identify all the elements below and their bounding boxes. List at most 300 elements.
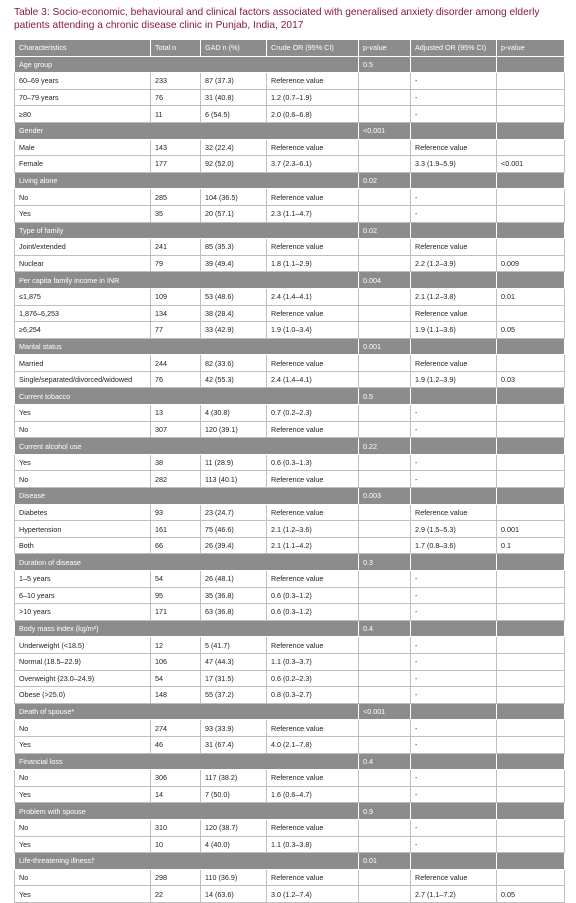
cell-adjusted-or: - [411, 106, 497, 123]
cell-crude-p [359, 205, 411, 222]
cell-adjusted-or: - [411, 454, 497, 471]
section-title: Duration of disease [15, 554, 151, 571]
cell-adjusted-or: - [411, 405, 497, 422]
table-row [15, 886, 565, 903]
cell-gad-n: 4 (30.8) [201, 405, 267, 422]
section-title: Disease [15, 488, 151, 505]
cell-gad-n: 38 (28.4) [201, 305, 267, 322]
cell-adjusted-or: - [411, 819, 497, 836]
cell-crude-p [359, 89, 411, 106]
cell-crude-or: 2.0 (0.6–6.8) [267, 106, 359, 123]
cell-adjusted-or: - [411, 89, 497, 106]
cell-total-n: 177 [151, 156, 201, 173]
table-row [15, 305, 565, 322]
section-spacer [411, 122, 497, 139]
cell-adjusted-p: 0.05 [497, 886, 565, 903]
section-spacer [201, 620, 267, 637]
cell-adjusted-or: - [411, 653, 497, 670]
cell-adjusted-p: 0.1 [497, 537, 565, 554]
section-spacer [151, 853, 201, 870]
cell-gad-n: 4 (40.0) [201, 836, 267, 853]
cell-crude-p [359, 239, 411, 256]
cell-characteristic: Yes [15, 454, 151, 471]
section-spacer [267, 222, 359, 239]
section-header-row [15, 488, 565, 505]
section-p-value: 0.4 [359, 620, 411, 637]
cell-total-n: 76 [151, 371, 201, 388]
section-spacer [411, 172, 497, 189]
section-title: Age group [15, 56, 151, 73]
section-spacer [497, 122, 565, 139]
cell-characteristic: Yes [15, 886, 151, 903]
cell-characteristic: Underweight (<18.5) [15, 637, 151, 654]
cell-crude-or: Reference value [267, 637, 359, 654]
section-spacer [201, 753, 267, 770]
header-adjusted-or: Adjusted OR (95% CI) [411, 40, 497, 57]
cell-gad-n: 5 (41.7) [201, 637, 267, 654]
cell-crude-or: Reference value [267, 139, 359, 156]
cell-gad-n: 104 (36.5) [201, 189, 267, 206]
section-header-row [15, 172, 565, 189]
section-header-row [15, 438, 565, 455]
cell-characteristic: No [15, 720, 151, 737]
section-spacer [267, 122, 359, 139]
cell-adjusted-or: - [411, 720, 497, 737]
section-spacer [151, 488, 201, 505]
section-spacer [267, 338, 359, 355]
table-row [15, 537, 565, 554]
cell-characteristic: No [15, 869, 151, 886]
cell-gad-n: 82 (33.6) [201, 355, 267, 372]
section-spacer [201, 222, 267, 239]
cell-adjusted-or: 1.7 (0.8–3.6) [411, 537, 497, 554]
cell-gad-n: 17 (31.5) [201, 670, 267, 687]
section-spacer [151, 703, 201, 720]
cell-characteristic: ≥80 [15, 106, 151, 123]
cell-total-n: 274 [151, 720, 201, 737]
section-title: Type of family [15, 222, 151, 239]
section-spacer [201, 388, 267, 405]
cell-adjusted-or: 3.3 (1.9–5.9) [411, 156, 497, 173]
header-p-value: p-value [359, 40, 411, 57]
section-title: Per capita family income in INR [15, 272, 151, 289]
table-row [15, 687, 565, 704]
cell-total-n: 13 [151, 405, 201, 422]
table-row [15, 770, 565, 787]
cell-adjusted-or: - [411, 736, 497, 753]
cell-characteristic: Married [15, 355, 151, 372]
table-row [15, 355, 565, 372]
section-p-value: 0.003 [359, 488, 411, 505]
section-header-row [15, 853, 565, 870]
cell-total-n: 35 [151, 205, 201, 222]
cell-crude-p [359, 106, 411, 123]
table-row [15, 288, 565, 305]
section-spacer [267, 554, 359, 571]
section-spacer [411, 753, 497, 770]
cell-crude-or: Reference value [267, 305, 359, 322]
cell-characteristic: No [15, 770, 151, 787]
section-spacer [201, 56, 267, 73]
section-title: Body mass index (kg/m²) [15, 620, 151, 637]
cell-gad-n: 110 (36.9) [201, 869, 267, 886]
cell-adjusted-p [497, 504, 565, 521]
section-spacer [151, 56, 201, 73]
cell-adjusted-or: Reference value [411, 239, 497, 256]
cell-gad-n: 92 (52.0) [201, 156, 267, 173]
cell-characteristic: No [15, 421, 151, 438]
cell-characteristic: 1,876–6,253 [15, 305, 151, 322]
table-row [15, 504, 565, 521]
section-header-row [15, 803, 565, 820]
cell-characteristic: >10 years [15, 604, 151, 621]
section-spacer [267, 620, 359, 637]
cell-gad-n: 63 (36.8) [201, 604, 267, 621]
section-title: Living alone [15, 172, 151, 189]
section-p-value: 0.9 [359, 803, 411, 820]
section-header-row [15, 753, 565, 770]
cell-total-n: 143 [151, 139, 201, 156]
cell-gad-n: 26 (48.1) [201, 571, 267, 588]
section-spacer [201, 554, 267, 571]
cell-total-n: 22 [151, 886, 201, 903]
section-header-row [15, 554, 565, 571]
section-spacer [497, 172, 565, 189]
table-row [15, 653, 565, 670]
cell-crude-or: 0.8 (0.3–2.7) [267, 687, 359, 704]
cell-crude-p [359, 139, 411, 156]
cell-crude-or: Reference value [267, 189, 359, 206]
cell-characteristic: 70–79 years [15, 89, 151, 106]
table-row [15, 189, 565, 206]
section-spacer [151, 172, 201, 189]
table-row [15, 106, 565, 123]
section-spacer [201, 338, 267, 355]
section-spacer [201, 172, 267, 189]
cell-total-n: 285 [151, 189, 201, 206]
cell-crude-p [359, 504, 411, 521]
cell-crude-or: Reference value [267, 355, 359, 372]
cell-crude-or: Reference value [267, 819, 359, 836]
cell-adjusted-p [497, 239, 565, 256]
section-spacer [267, 56, 359, 73]
cell-adjusted-p [497, 770, 565, 787]
cell-total-n: 54 [151, 571, 201, 588]
cell-adjusted-p: 0.03 [497, 371, 565, 388]
cell-adjusted-or: 2.9 (1.5–5.3) [411, 521, 497, 538]
cell-adjusted-p: 0.009 [497, 255, 565, 272]
cell-crude-or: Reference value [267, 770, 359, 787]
cell-adjusted-or: - [411, 587, 497, 604]
cell-gad-n: 113 (40.1) [201, 471, 267, 488]
cell-crude-or: Reference value [267, 239, 359, 256]
cell-crude-or: 2.4 (1.4–4.1) [267, 288, 359, 305]
cell-adjusted-or: Reference value [411, 139, 497, 156]
cell-total-n: 282 [151, 471, 201, 488]
cell-gad-n: 55 (37.2) [201, 687, 267, 704]
table-row [15, 521, 565, 538]
cell-crude-p [359, 322, 411, 339]
cell-characteristic: Hypertension [15, 521, 151, 538]
cell-adjusted-or: - [411, 205, 497, 222]
cell-adjusted-p [497, 355, 565, 372]
header-adjusted-p-value: p-value [497, 40, 565, 57]
table-row [15, 421, 565, 438]
cell-crude-or: Reference value [267, 73, 359, 90]
cell-adjusted-or: Reference value [411, 305, 497, 322]
section-spacer [151, 222, 201, 239]
table-row [15, 736, 565, 753]
section-spacer [201, 488, 267, 505]
cell-crude-p [359, 305, 411, 322]
cell-total-n: 14 [151, 786, 201, 803]
section-spacer [267, 853, 359, 870]
section-spacer [151, 122, 201, 139]
cell-adjusted-p [497, 205, 565, 222]
cell-total-n: 233 [151, 73, 201, 90]
cell-crude-or: 2.1 (1.2–3.6) [267, 521, 359, 538]
table-row [15, 255, 565, 272]
cell-characteristic: Joint/extended [15, 239, 151, 256]
cell-crude-p [359, 421, 411, 438]
cell-total-n: 148 [151, 687, 201, 704]
cell-crude-or: 1.8 (1.1–2.9) [267, 255, 359, 272]
section-spacer [411, 853, 497, 870]
cell-adjusted-p [497, 604, 565, 621]
cell-characteristic: No [15, 471, 151, 488]
cell-gad-n: 85 (35.3) [201, 239, 267, 256]
table-row [15, 89, 565, 106]
cell-characteristic: Single/separated/divorced/widowed [15, 371, 151, 388]
table-row [15, 836, 565, 853]
section-spacer [201, 703, 267, 720]
section-spacer [497, 803, 565, 820]
cell-gad-n: 6 (54.5) [201, 106, 267, 123]
section-spacer [411, 703, 497, 720]
table-row [15, 73, 565, 90]
section-spacer [497, 488, 565, 505]
section-p-value: 0.5 [359, 56, 411, 73]
table-row [15, 869, 565, 886]
table-row [15, 239, 565, 256]
table-row [15, 405, 565, 422]
section-p-value: 0.004 [359, 272, 411, 289]
cell-total-n: 46 [151, 736, 201, 753]
cell-characteristic: Obese (>25.0) [15, 687, 151, 704]
section-spacer [411, 620, 497, 637]
table-row [15, 371, 565, 388]
cell-crude-p [359, 720, 411, 737]
cell-gad-n: 20 (57.1) [201, 205, 267, 222]
table-caption: Table 3: Socio-economic, behavioural and clinical factors associated with generalised anxiety disorder among elderly patients attending a chronic disease clinic in Punjab, India, 2017 [14, 7, 540, 31]
cell-gad-n: 120 (39.1) [201, 421, 267, 438]
cell-characteristic: 6–10 years [15, 587, 151, 604]
cell-adjusted-p [497, 869, 565, 886]
cell-crude-p [359, 736, 411, 753]
cell-crude-p [359, 886, 411, 903]
cell-crude-or: 1.2 (0.7–1.9) [267, 89, 359, 106]
cell-total-n: 10 [151, 836, 201, 853]
cell-characteristic: Yes [15, 836, 151, 853]
cell-gad-n: 23 (24.7) [201, 504, 267, 521]
cell-crude-p [359, 371, 411, 388]
section-p-value: <0.001 [359, 703, 411, 720]
section-title: Current alcohol use [15, 438, 151, 455]
cell-gad-n: 35 (36.8) [201, 587, 267, 604]
cell-crude-or: 2.4 (1.4–4.1) [267, 371, 359, 388]
cell-gad-n: 87 (37.3) [201, 73, 267, 90]
cell-crude-or: 0.6 (0.2–2.3) [267, 670, 359, 687]
cell-adjusted-or: Reference value [411, 355, 497, 372]
cell-characteristic: Yes [15, 786, 151, 803]
cell-gad-n: 11 (28.9) [201, 454, 267, 471]
section-p-value: <0.001 [359, 122, 411, 139]
cell-adjusted-p [497, 471, 565, 488]
table-row [15, 587, 565, 604]
cell-adjusted-or: - [411, 670, 497, 687]
table-row [15, 786, 565, 803]
table-body [15, 56, 565, 902]
section-spacer [151, 438, 201, 455]
cell-total-n: 93 [151, 504, 201, 521]
section-spacer [497, 753, 565, 770]
section-p-value: 0.3 [359, 554, 411, 571]
cell-characteristic: 60–69 years [15, 73, 151, 90]
cell-gad-n: 53 (48.6) [201, 288, 267, 305]
cell-gad-n: 42 (55.3) [201, 371, 267, 388]
cell-characteristic: No [15, 189, 151, 206]
cell-adjusted-or: Reference value [411, 504, 497, 521]
cell-adjusted-p [497, 189, 565, 206]
cell-crude-or: 3.7 (2.3–6.1) [267, 156, 359, 173]
cell-crude-or: 2.3 (1.1–4.7) [267, 205, 359, 222]
cell-total-n: 306 [151, 770, 201, 787]
section-spacer [411, 803, 497, 820]
section-spacer [497, 620, 565, 637]
cell-adjusted-p [497, 305, 565, 322]
cell-gad-n: 33 (42.9) [201, 322, 267, 339]
cell-crude-p [359, 454, 411, 471]
cell-total-n: 171 [151, 604, 201, 621]
cell-adjusted-p: 0.01 [497, 288, 565, 305]
section-spacer [201, 272, 267, 289]
cell-crude-or: 0.6 (0.3–1.2) [267, 604, 359, 621]
section-spacer [151, 272, 201, 289]
table-row [15, 454, 565, 471]
cell-crude-p [359, 405, 411, 422]
section-header-row [15, 56, 565, 73]
cell-adjusted-or: 1.9 (1.1–3.6) [411, 322, 497, 339]
cell-total-n: 241 [151, 239, 201, 256]
cell-crude-or: 2.1 (1.1–4.2) [267, 537, 359, 554]
cell-total-n: 310 [151, 819, 201, 836]
cell-crude-p [359, 471, 411, 488]
section-p-value: 0.5 [359, 388, 411, 405]
cell-total-n: 109 [151, 288, 201, 305]
section-spacer [267, 272, 359, 289]
cell-adjusted-or: - [411, 637, 497, 654]
cell-adjusted-or: 1.9 (1.2–3.9) [411, 371, 497, 388]
cell-crude-or: Reference value [267, 504, 359, 521]
section-header-row [15, 703, 565, 720]
section-p-value: 0.01 [359, 853, 411, 870]
cell-adjusted-or: - [411, 189, 497, 206]
section-header-row [15, 122, 565, 139]
cell-total-n: 77 [151, 322, 201, 339]
cell-characteristic: Female [15, 156, 151, 173]
header-characteristics: Characteristics [15, 40, 151, 57]
cell-gad-n: 75 (46.6) [201, 521, 267, 538]
table-row [15, 637, 565, 654]
cell-gad-n: 31 (67.4) [201, 736, 267, 753]
header-gad-n: GAD n (%) [201, 40, 267, 57]
cell-gad-n: 26 (39.4) [201, 537, 267, 554]
section-title: Current tobacco [15, 388, 151, 405]
cell-characteristic: No [15, 819, 151, 836]
section-spacer [267, 803, 359, 820]
cell-total-n: 298 [151, 869, 201, 886]
section-spacer [267, 438, 359, 455]
section-spacer [411, 388, 497, 405]
cell-adjusted-p [497, 571, 565, 588]
section-spacer [267, 388, 359, 405]
cell-adjusted-p [497, 89, 565, 106]
cell-total-n: 244 [151, 355, 201, 372]
section-spacer [151, 554, 201, 571]
table-row [15, 571, 565, 588]
cell-adjusted-p [497, 637, 565, 654]
cell-adjusted-p [497, 653, 565, 670]
section-spacer [497, 703, 565, 720]
cell-total-n: 307 [151, 421, 201, 438]
section-spacer [411, 438, 497, 455]
cell-crude-or: 1.9 (1.0–3.4) [267, 322, 359, 339]
table-row [15, 139, 565, 156]
section-spacer [411, 554, 497, 571]
cell-adjusted-p: 0.05 [497, 322, 565, 339]
cell-crude-or: Reference value [267, 471, 359, 488]
section-spacer [411, 488, 497, 505]
cell-characteristic: Yes [15, 405, 151, 422]
cell-characteristic: Nuclear [15, 255, 151, 272]
cell-total-n: 106 [151, 653, 201, 670]
cell-adjusted-p [497, 836, 565, 853]
cell-total-n: 76 [151, 89, 201, 106]
section-spacer [151, 620, 201, 637]
section-spacer [497, 272, 565, 289]
section-spacer [411, 272, 497, 289]
table-row [15, 670, 565, 687]
table-row [15, 471, 565, 488]
cell-total-n: 54 [151, 670, 201, 687]
section-title: Marital status [15, 338, 151, 355]
cell-adjusted-p [497, 421, 565, 438]
cell-gad-n: 47 (44.3) [201, 653, 267, 670]
section-spacer [497, 388, 565, 405]
cell-characteristic: Yes [15, 205, 151, 222]
cell-adjusted-or: - [411, 786, 497, 803]
section-title: Death of spouse* [15, 703, 151, 720]
cell-total-n: 38 [151, 454, 201, 471]
cell-adjusted-p [497, 687, 565, 704]
cell-characteristic: Normal (18.5–22.9) [15, 653, 151, 670]
section-spacer [201, 853, 267, 870]
cell-crude-p [359, 786, 411, 803]
cell-crude-p [359, 255, 411, 272]
cell-adjusted-or: - [411, 687, 497, 704]
cell-crude-or: 1.6 (0.6–4.7) [267, 786, 359, 803]
cell-characteristic: Yes [15, 736, 151, 753]
